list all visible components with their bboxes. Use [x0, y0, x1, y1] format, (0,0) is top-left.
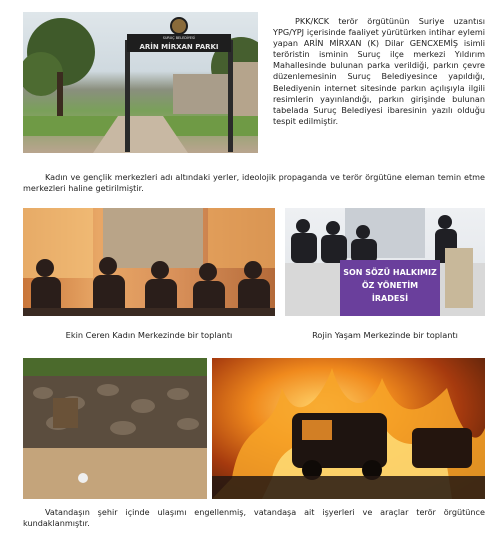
park-sign-top-text: SURUÇ BELEDİYESİ [162, 36, 196, 40]
banner-text-3: İRADESİ [371, 294, 409, 303]
centres-paragraph: Kadın ve gençlik merkezleri adı altındaki yerler, ideolojik propaganda ve terör örgütüne eleman temin etme merkezleri haline getirilmiştir. [23, 172, 485, 194]
intro-paragraph: PKK/KCK terör örgütünün Suriye uzantısı YPG/YPJ içerisinde faaliyet yürütürken intihar eylemi yapan ARİN MİRXAN (K) Dilar GENCXEMİŞ isimli teröristin isminin Suruç ilçe merkezi Yıldırım Mahallesinde bulunan parka verildiği, parkın çevre düzenlemesinin Suruç Belediyesince yapıldığı, Belediyenin internet sitesinde parkın açılışıyla ilgili resimlerin yayınlandığı, parkın girişinde bulunan tabelada Suruç Belediyesi ibaresinin yazılı olduğu tespit edilmiştir. [273, 16, 485, 126]
banner-text-1: SON SÖZÜ HALKIMIZ [343, 268, 437, 277]
burning-vehicles-photo [212, 358, 485, 499]
banner-text-2: ÖZ YÖNETİM [361, 281, 419, 290]
rojin-merkezi-meeting-photo [285, 208, 485, 316]
barricade-wall-photo [23, 358, 207, 499]
park-sign-text: ARİN MİRXAN PARKI [139, 43, 219, 51]
park-entrance-photo [23, 12, 258, 153]
closing-paragraph: Vatandaşın şehir içinde ulaşımı engellenmiş, vatandaşa ait işyerleri ve araçlar terör örgütünce kundaklanmıştır. [23, 507, 485, 529]
kadin-merkezi-meeting-photo [23, 208, 275, 316]
kadin-photo-caption: Ekin Ceren Kadın Merkezinde bir toplantı [65, 330, 233, 340]
rojin-photo-caption: Rojin Yaşam Merkezinde bir toplantı [312, 330, 458, 340]
